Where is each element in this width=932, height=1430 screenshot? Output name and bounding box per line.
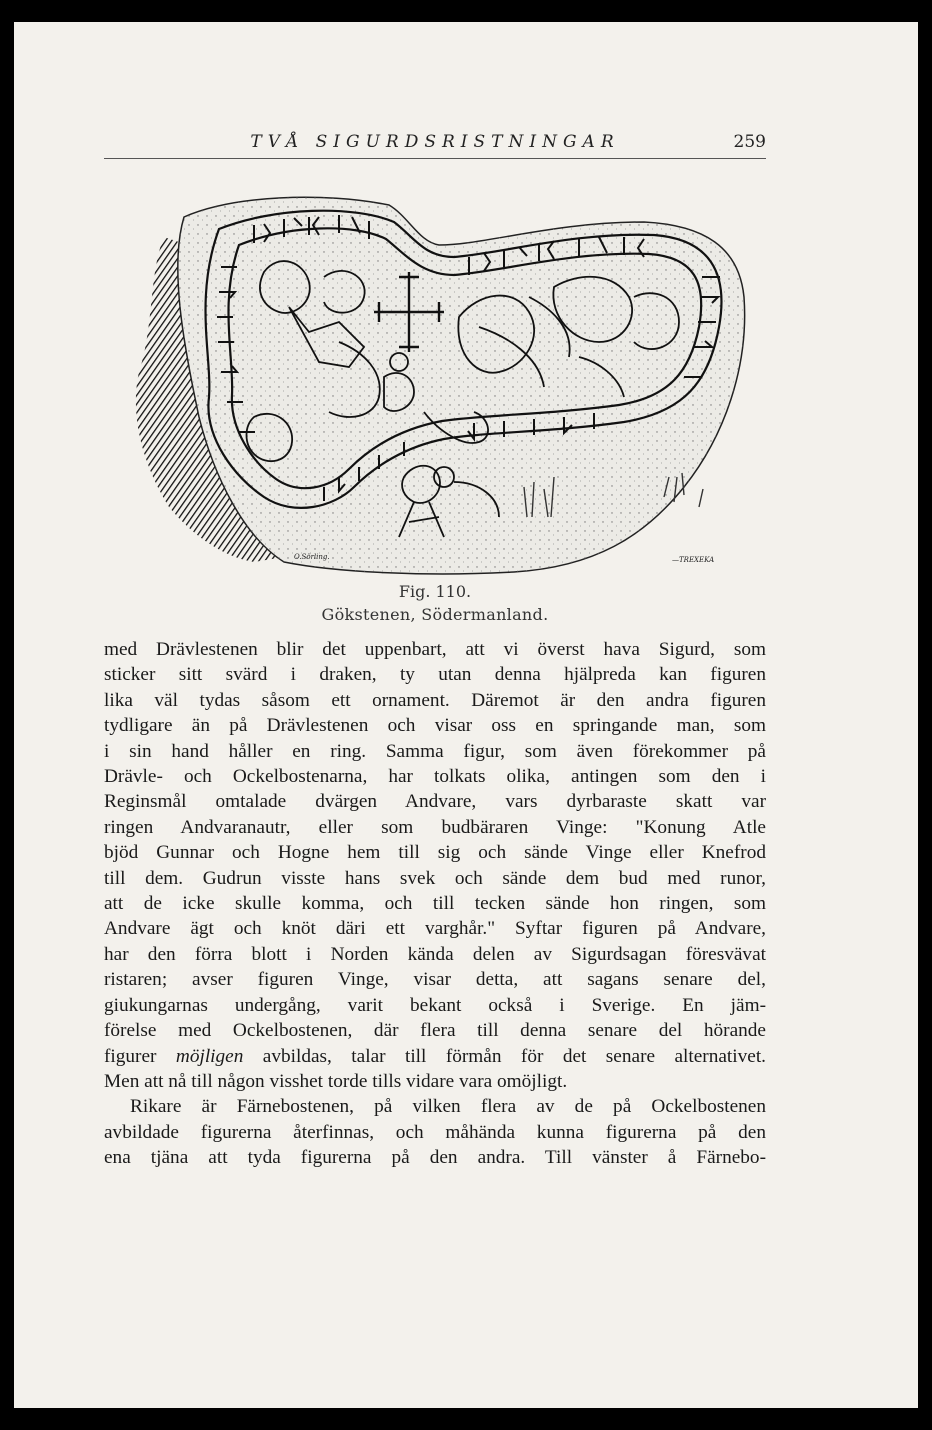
figure-caption: Gökstenen, Södermanland. [321, 605, 549, 624]
running-title: TVÅ SIGURDSRISTNINGAR [250, 132, 620, 152]
text-line: Rikare är Färnebostenen, på vilken flera av de på Ockelbostenen [130, 1096, 766, 1118]
text-line-with-italic [104, 1044, 766, 1069]
paragraph-end-line: Men att nå till någon visshet torde tills vidare vara omöjligt. [104, 1070, 568, 1092]
text-line: sticker sitt svärd i draken, ty utan denna hjälpreda kan figuren [104, 664, 766, 686]
italic-word: möjligen [175, 1045, 244, 1067]
page-number: 259 [733, 132, 766, 152]
text-line: Reginsmål omtalade dvärgen Andvare, vars dyrbaraste skatt var [104, 791, 766, 813]
text-line: ena tjäna att tyda figurerna på den andra. Till vänster å Färnebo- [104, 1147, 766, 1169]
text-line: tydligare än på Drävlestenen och visar oss en springande man, som [104, 715, 766, 737]
text-line: till dem. Gudrun visste hans svek och sände dem bud med runor, [104, 867, 766, 889]
text-line: att de icke skulle komma, och till tecken sände hon ringen, som [104, 893, 766, 915]
text-line: med Drävlestenen blir det uppenbart, att vi överst hava Sigurd, som [104, 639, 766, 660]
body-text [104, 637, 766, 1171]
artist-signature-left: O.Sörling. [294, 553, 330, 561]
text-line: avbildade figurerna återfinnas, och måhända kunna figurerna på den [104, 1121, 766, 1143]
artist-signature-right: —TREXEKA [672, 556, 715, 564]
text-line: förelse med Ockelbostenen, där flera till denna senare del hörande [104, 1020, 766, 1042]
text-line: i sin hand håller en ring. Samma figur, som även förekommer på [104, 740, 766, 762]
text-line: bjöd Gunnar och Hogne hem till sig och sände Vinge eller Knefrod [104, 842, 766, 864]
book-page [14, 22, 918, 1408]
text-line: Andvare ägt och knöt däri ett varghår." Syftar figuren på Andvare, [104, 918, 766, 940]
text-segment: avbildas, talar till förmån för det senare alternativet. [243, 1045, 767, 1067]
runestone-figure [124, 177, 749, 577]
text-line: har den förra blott i Norden kända delen av Sigurdsagan föresvävat [104, 943, 766, 965]
runestone-illustration [124, 177, 749, 577]
text-line: giukungarnas undergång, varit bekant också i Sverige. En jäm- [104, 994, 766, 1016]
text-line: lika väl tydas såsom ett ornament. Däremot är den andra figuren [104, 689, 766, 711]
text-line: Drävle- och Ockelbostenarna, har tolkats olika, antingen som den i [104, 766, 766, 788]
text-line: ristaren; avser figuren Vinge, visar detta, att sagans senare del, [104, 969, 766, 991]
figure-number: Fig. 110. [398, 582, 472, 601]
text-segment: figurer [104, 1045, 176, 1067]
running-head [104, 132, 766, 159]
text-line: ringen Andvaranautr, eller som budbäraren Vinge: "Konung Atle [104, 816, 766, 838]
